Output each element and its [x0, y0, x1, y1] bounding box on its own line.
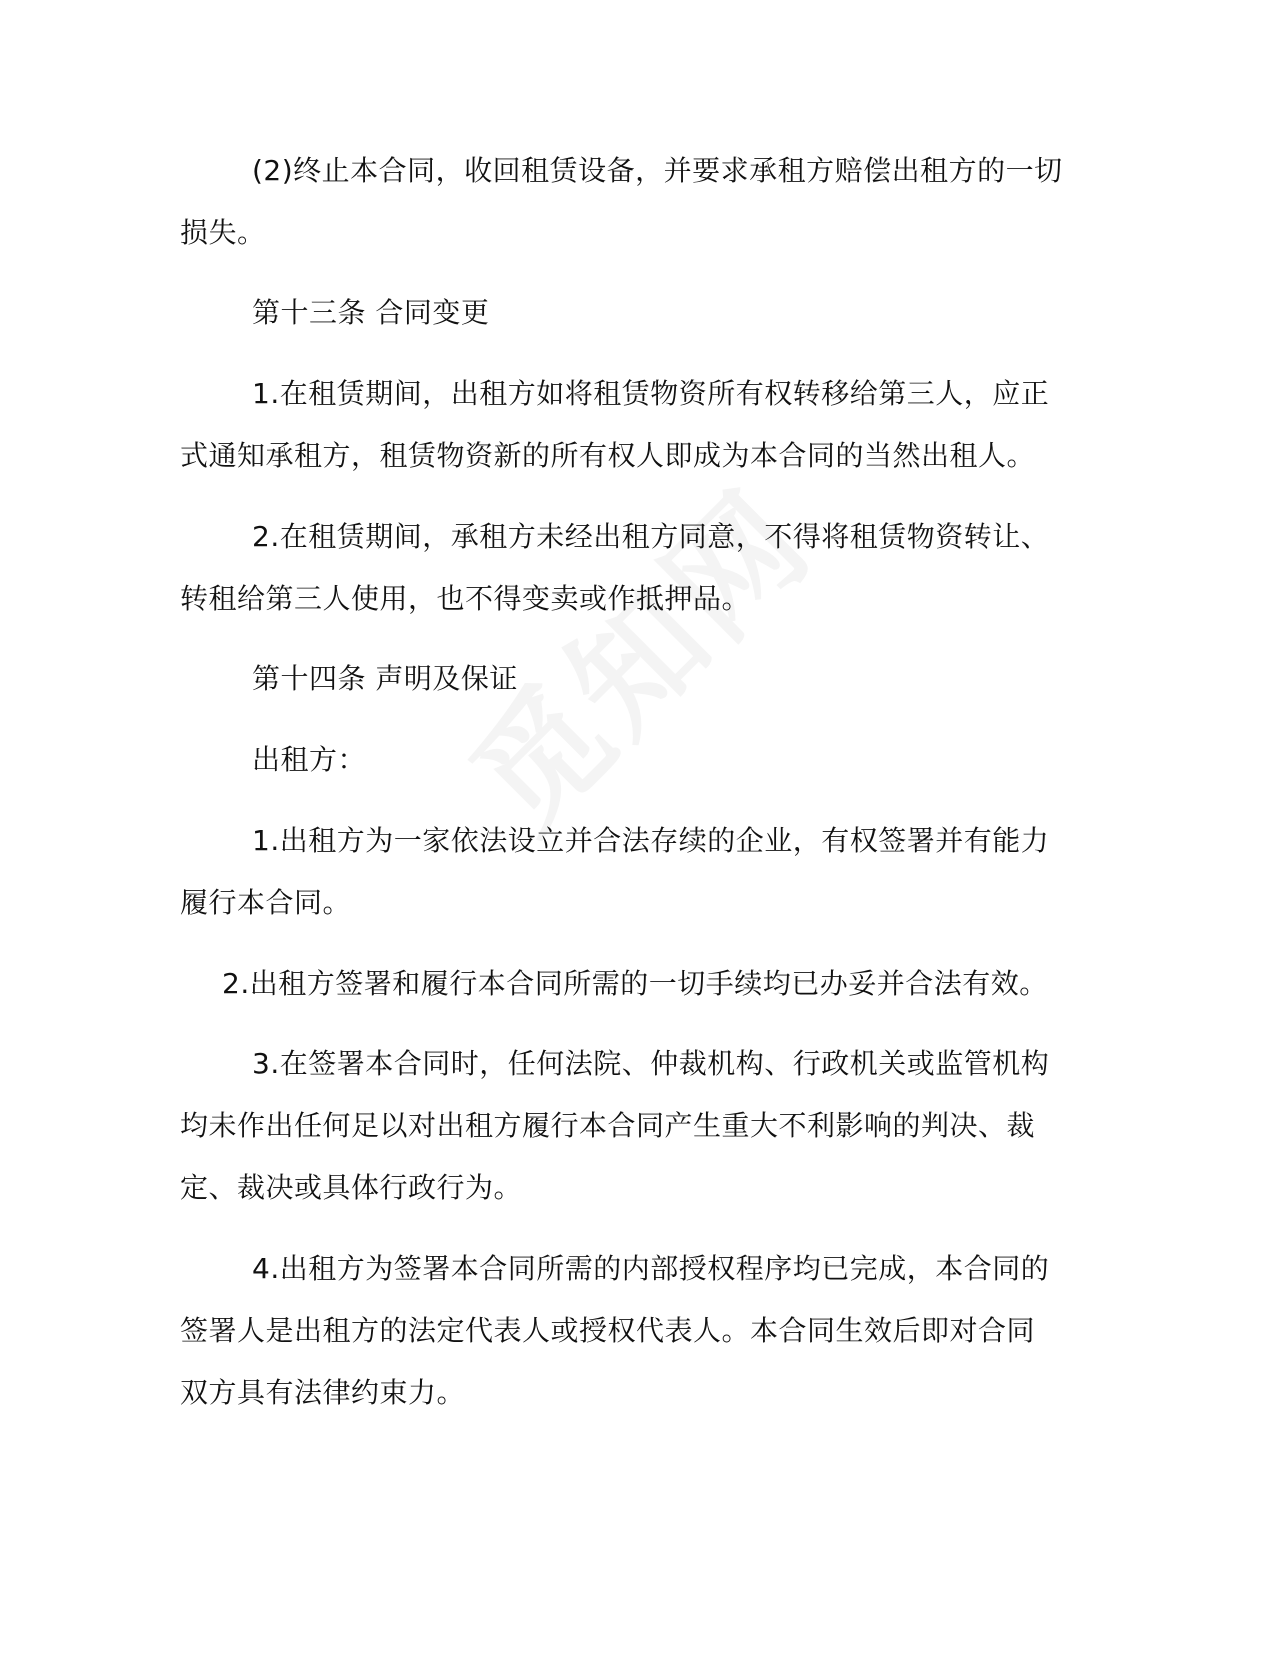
- paragraph-line: 均未作出任何足以对出租方履行本合同产生重大不利影响的判决、裁: [180, 1109, 1036, 1142]
- paragraph-line: 4.出租方为签署本合同所需的内部授权程序均已完成，本合同的: [252, 1252, 1050, 1285]
- paragraph-line: 2.在租赁期间，承租方未经出租方同意，不得将租赁物资转让、: [252, 520, 1050, 553]
- paragraph-line: 1.出租方为一家依法设立并合法存续的企业，有权签署并有能力: [252, 824, 1050, 857]
- paragraph-line: 式通知承租方，租赁物资新的所有权人即成为本合同的当然出租人。: [180, 439, 1036, 472]
- section-heading: 第十四条 声明及保证: [252, 662, 518, 695]
- paragraph-line: 转租给第三人使用，也不得变卖或作抵押品。: [180, 582, 751, 615]
- watermark: [424, 443, 845, 864]
- paragraph-line: 3.在签署本合同时，任何法院、仲裁机构、行政机关或监管机构: [252, 1047, 1050, 1080]
- paragraph-line: 2.出租方签署和履行本合同所需的一切手续均已办妥并合法有效。: [222, 967, 1048, 1000]
- subheading: 出租方：: [252, 743, 367, 776]
- paragraph-line: 定、裁决或具体行政行为。: [180, 1171, 523, 1204]
- paragraph-line: 损失。: [180, 216, 266, 249]
- paragraph-line: 签署人是出租方的法定代表人或授权代表人。本合同生效后即对合同: [180, 1314, 1036, 1347]
- section-heading: 第十三条 合同变更: [252, 296, 490, 329]
- paragraph-line: 双方具有法律约束力。: [180, 1376, 466, 1409]
- paragraph-line: 履行本合同。: [180, 886, 352, 919]
- paragraph-line: (2)终止本合同，收回租赁设备，并要求承租方赔偿出租方的一切: [252, 154, 1063, 187]
- paragraph-line: 1.在租赁期间，出租方如将租赁物资所有权转移给第三人，应正: [252, 377, 1050, 410]
